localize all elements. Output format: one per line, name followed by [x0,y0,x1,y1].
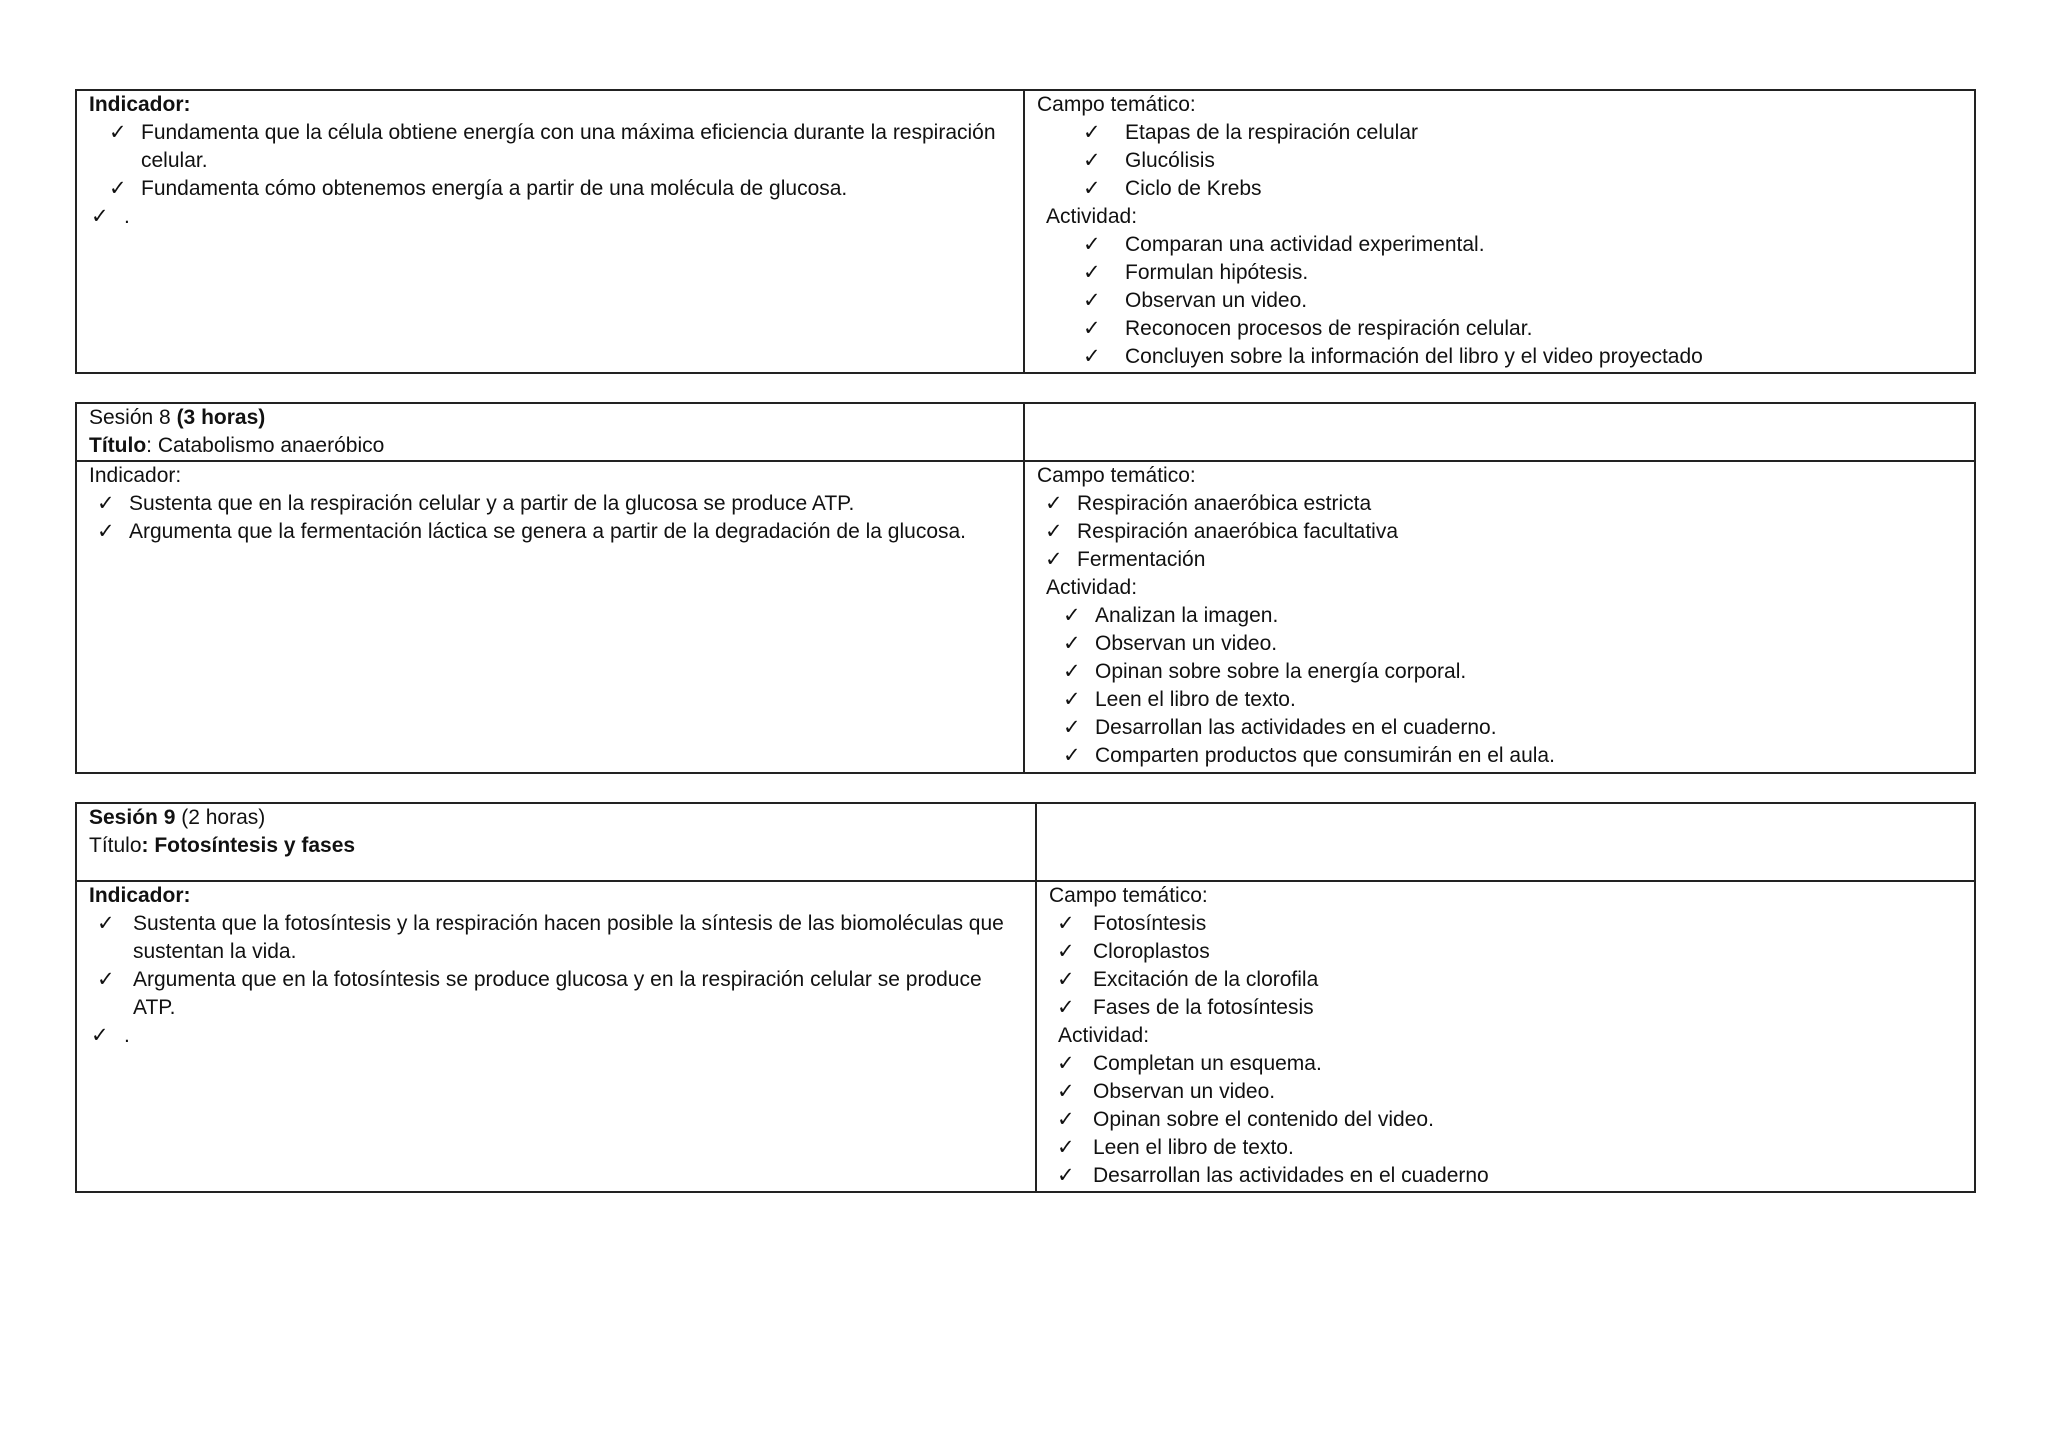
checkmark-icon: ✓ [1083,317,1101,340]
session-header-cell [77,804,1035,880]
actividad-list [1037,231,1962,371]
session-7-table [75,89,1976,374]
checkmark-icon: ✓ [97,492,115,515]
list-item: ✓ Observan un video. [1037,287,1962,315]
checkmark-icon: ✓ [1057,940,1075,963]
session-header-cell [77,404,1023,460]
list-item: ✓ Observan un video. [1037,630,1962,658]
checkmark-icon: ✓ [1083,261,1101,284]
indicator-title: Indicador: [89,93,191,116]
list-item: ✓ Argumenta que en la fotosíntesis se produce glucosa y en la respiración celular se produce ATP. [97,968,982,1019]
campo-title: Campo temático: [1049,884,1208,907]
list-item: ✓ Respiración anaeróbica facultativa [1037,518,1962,546]
checkmark-icon: ✓ [1063,688,1081,711]
list-item: ✓ Argumenta que la fermentación láctica se genera a partir de la degradación de la glucosa. [89,518,1011,546]
indicator-list [89,490,1011,546]
checkmark-icon: ✓ [91,1024,109,1047]
checkmark-icon: ✓ [1057,1136,1075,1159]
list-item: ✓ Fotosíntesis [1049,910,1962,938]
campo-title: Campo temático: [1037,93,1196,116]
campo-cell [1023,91,1974,372]
actividad-title: Actividad: [1046,576,1138,599]
campo-list [1037,119,1962,203]
list-item: ✓ Leen el libro de texto. [1037,686,1962,714]
list-item: ✓ Sustenta que la fotosíntesis y la respiración hacen posible la síntesis de las biomoléculas que sustentan la vida. [97,912,1004,963]
session-heading: Sesión 9 (2 horas) [89,806,266,829]
empty-header-cell [1035,804,1974,880]
checkmark-icon: ✓ [1083,149,1101,172]
list-item: ✓ Fundamenta que la célula obtiene energía con una máxima eficiencia durante la respiración celular. [109,121,996,172]
list-item: ✓ Concluyen sobre la información del libro y el video proyectado [1037,343,1962,371]
checkmark-icon: ✓ [97,912,115,935]
checkmark-icon: ✓ [1063,744,1081,767]
list-item: ✓ Comparan una actividad experimental. [1037,231,1962,259]
actividad-title: Actividad: [1046,205,1138,228]
list-item: ✓ Opinan sobre sobre la energía corporal. [1037,658,1962,686]
session-heading: Sesión 8 (3 horas) [89,406,266,429]
list-item: ✓ Opinan sobre el contenido del video. [1049,1106,1962,1134]
list-item: ✓ Observan un video. [1049,1078,1962,1106]
list-item: ✓ Respiración anaeróbica estricta [1037,490,1962,518]
campo-title: Campo temático: [1037,464,1196,487]
checkmark-icon: ✓ [1063,716,1081,739]
indicator-cell [77,91,1023,372]
checkmark-icon: ✓ [1057,1052,1075,1075]
checkmark-icon: ✓ [1045,492,1063,515]
indicator-list [89,910,1025,1050]
list-item: ✓ Glucólisis [1037,147,1962,175]
session-9-table [75,802,1976,1193]
checkmark-icon: ✓ [109,177,127,200]
actividad-list [1049,1050,1962,1190]
checkmark-icon: ✓ [1083,233,1101,256]
checkmark-icon: ✓ [109,121,127,144]
empty-header-cell [1023,404,1974,460]
list-item: ✓ Comparten productos que consumirán en el aula. [1037,742,1962,770]
checkmark-icon: ✓ [1057,912,1075,935]
checkmark-icon: ✓ [1083,177,1101,200]
indicator-title: Indicador: [89,464,182,487]
checkmark-icon: ✓ [1057,1164,1075,1187]
checkmark-icon: ✓ [1083,121,1101,144]
list-item: ✓ Etapas de la respiración celular [1037,119,1962,147]
indicator-cell [77,882,1035,1191]
checkmark-icon: ✓ [97,968,115,991]
checkmark-icon: ✓ [1083,289,1101,312]
checkmark-icon: ✓ [1063,632,1081,655]
indicator-list [89,119,999,231]
checkmark-icon: ✓ [91,205,109,228]
checkmark-icon: ✓ [1063,660,1081,683]
checkmark-icon: ✓ [1057,968,1075,991]
list-item: ✓ Sustenta que en la respiración celular y a partir de la glucosa se produce ATP. [89,490,1011,518]
list-item: ✓ Analizan la imagen. [1037,602,1962,630]
indicator-title: Indicador: [89,884,191,907]
list-item: ✓ Reconocen procesos de respiración celular. [1037,315,1962,343]
list-item: ✓ Desarrollan las actividades en el cuaderno [1049,1162,1962,1190]
campo-list [1049,910,1962,1022]
list-item: ✓ Formulan hipótesis. [1037,259,1962,287]
list-item: ✓ Fundamenta cómo obtenemos energía a partir de una molécula de glucosa. [89,175,999,203]
list-item: ✓ Desarrollan las actividades en el cuaderno. [1037,714,1962,742]
campo-cell [1023,462,1974,772]
list-item: ✓ Fermentación [1037,546,1962,574]
list-item: ✓ Ciclo de Krebs [1037,175,1962,203]
list-item: ✓ . [89,203,999,231]
checkmark-icon: ✓ [1083,345,1101,368]
list-item: ✓ . [89,1022,1025,1050]
checkmark-icon: ✓ [1057,1108,1075,1131]
session-title: Título: Fotosíntesis y fases [89,834,356,857]
indicator-cell [77,462,1023,772]
session-8-table [75,402,1976,774]
actividad-title: Actividad: [1058,1024,1150,1047]
campo-list [1037,490,1962,574]
list-item: ✓ Cloroplastos [1049,938,1962,966]
list-item: ✓ Excitación de la clorofila [1049,966,1962,994]
checkmark-icon: ✓ [1063,604,1081,627]
checkmark-icon: ✓ [97,520,115,543]
checkmark-icon: ✓ [1045,520,1063,543]
checkmark-icon: ✓ [1057,1080,1075,1103]
list-item: ✓ Leen el libro de texto. [1049,1134,1962,1162]
checkmark-icon: ✓ [1045,548,1063,571]
list-item: ✓ Completan un esquema. [1049,1050,1962,1078]
campo-cell [1035,882,1974,1191]
session-title: Título: Catabolismo anaeróbico [89,434,385,457]
checkmark-icon: ✓ [1057,996,1075,1019]
actividad-list [1037,602,1962,770]
list-item: ✓ Fases de la fotosíntesis [1049,994,1962,1022]
